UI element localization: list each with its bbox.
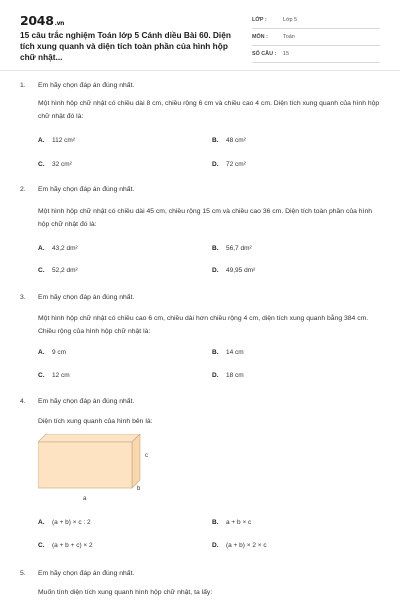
question-number: 2. bbox=[20, 186, 26, 193]
meta-subject bbox=[252, 29, 380, 46]
option-a[interactable]: A. 43,2 dm² bbox=[38, 245, 78, 252]
rectangular-box-diagram bbox=[38, 434, 158, 506]
question-instruction: Em hãy chọn đáp án đúng nhất. bbox=[38, 570, 135, 577]
option-d[interactable]: D. 49,95 dm² bbox=[212, 267, 256, 274]
meta-count-value: 15 bbox=[283, 51, 289, 57]
question-2 bbox=[20, 186, 380, 286]
question-stem: Một hình hộp chữ nhật có chiều dài 45 cm, chiều rộng 15 cm và chiều cao 36 cm. Diện tích toàn phần của hình hộp chữ nhật đó là: bbox=[38, 208, 373, 228]
question-stem: Muốn tính diện tích xung quanh hình hộp chữ nhật, ta lấy: bbox=[38, 589, 213, 596]
question-instruction: Em hãy chọn đáp án đúng nhất. bbox=[38, 186, 135, 193]
option-b[interactable]: B. 56,7 dm² bbox=[212, 245, 252, 252]
option-c[interactable]: C. 52,2 dm² bbox=[38, 267, 78, 274]
option-b[interactable]: B. 14 cm bbox=[212, 349, 244, 356]
option-b[interactable]: B. a + b × c bbox=[212, 519, 252, 526]
box-figure bbox=[38, 434, 158, 506]
option-d[interactable]: D. 18 cm bbox=[212, 372, 244, 379]
label-b: b bbox=[137, 486, 141, 492]
question-instruction: Em hãy chọn đáp án đúng nhất. bbox=[38, 398, 135, 405]
option-a[interactable]: A. 112 cm² bbox=[38, 137, 75, 144]
site-logo[interactable]: 2048.vn bbox=[20, 13, 65, 28]
question-number: 3. bbox=[20, 294, 26, 301]
option-c[interactable]: C. 12 cm bbox=[38, 372, 70, 379]
question-instruction: Em hãy chọn đáp án đúng nhất. bbox=[38, 294, 135, 301]
option-a[interactable]: A. 9 cm bbox=[38, 349, 67, 356]
box-front-face bbox=[38, 442, 132, 488]
option-c[interactable]: C. 32 cm² bbox=[38, 161, 72, 168]
question-number: 4. bbox=[20, 398, 26, 405]
option-a[interactable]: A. (a + b) × c : 2 bbox=[38, 519, 91, 526]
meta-count-label: SỐ CÂU : bbox=[252, 51, 277, 57]
question-1 bbox=[20, 82, 380, 182]
meta-subject-label: MÔN : bbox=[252, 34, 268, 40]
page-header bbox=[0, 0, 400, 78]
option-c[interactable]: C. (a + b + c) × 2 bbox=[38, 542, 93, 549]
option-d[interactable]: D. (a + b) × 2 × c bbox=[212, 542, 267, 549]
question-number: 1. bbox=[20, 82, 26, 89]
question-instruction: Em hãy chọn đáp án đúng nhất. bbox=[38, 82, 135, 89]
meta-class-label: LỚP : bbox=[252, 17, 267, 23]
box-side-face bbox=[132, 434, 140, 488]
question-stem: Diện tích xung quanh của hình bên là: bbox=[38, 418, 153, 425]
question-5 bbox=[20, 570, 380, 600]
question-stem: Một hình hộp chữ nhật có chiều cao 6 cm, chiều dài hơn chiều rộng 4 cm, diện tích xung quanh bằng 384 cm. Chiều rộng của hình hộp chữ nhật là: bbox=[38, 315, 369, 335]
question-3 bbox=[20, 294, 380, 386]
box-top-face bbox=[38, 434, 140, 442]
meta-class bbox=[252, 12, 380, 29]
option-b[interactable]: B. 48 cm² bbox=[212, 137, 246, 144]
meta-class-value: Lớp 5 bbox=[283, 17, 298, 23]
label-c: c bbox=[145, 453, 148, 459]
meta-question-count bbox=[252, 46, 380, 63]
header-divider bbox=[0, 70, 400, 71]
question-stem: Một hình hộp chữ nhật có chiều dài 8 cm, chiều rộng 6 cm và chiều cao 4 cm. Diện tích xung quanh của hình hộp chữ nhật đó là: bbox=[38, 100, 380, 120]
question-number: 5. bbox=[20, 570, 26, 577]
option-d[interactable]: D. 72 cm² bbox=[212, 161, 246, 168]
label-a: a bbox=[83, 496, 87, 502]
page-title: 15 câu trắc nghiệm Toán lớp 5 Cánh diều Bài 60. Diện tích xung quanh và diện tích toàn phần của hình hộp chữ nhật... bbox=[20, 30, 231, 63]
meta-subject-value: Toán bbox=[283, 34, 295, 40]
